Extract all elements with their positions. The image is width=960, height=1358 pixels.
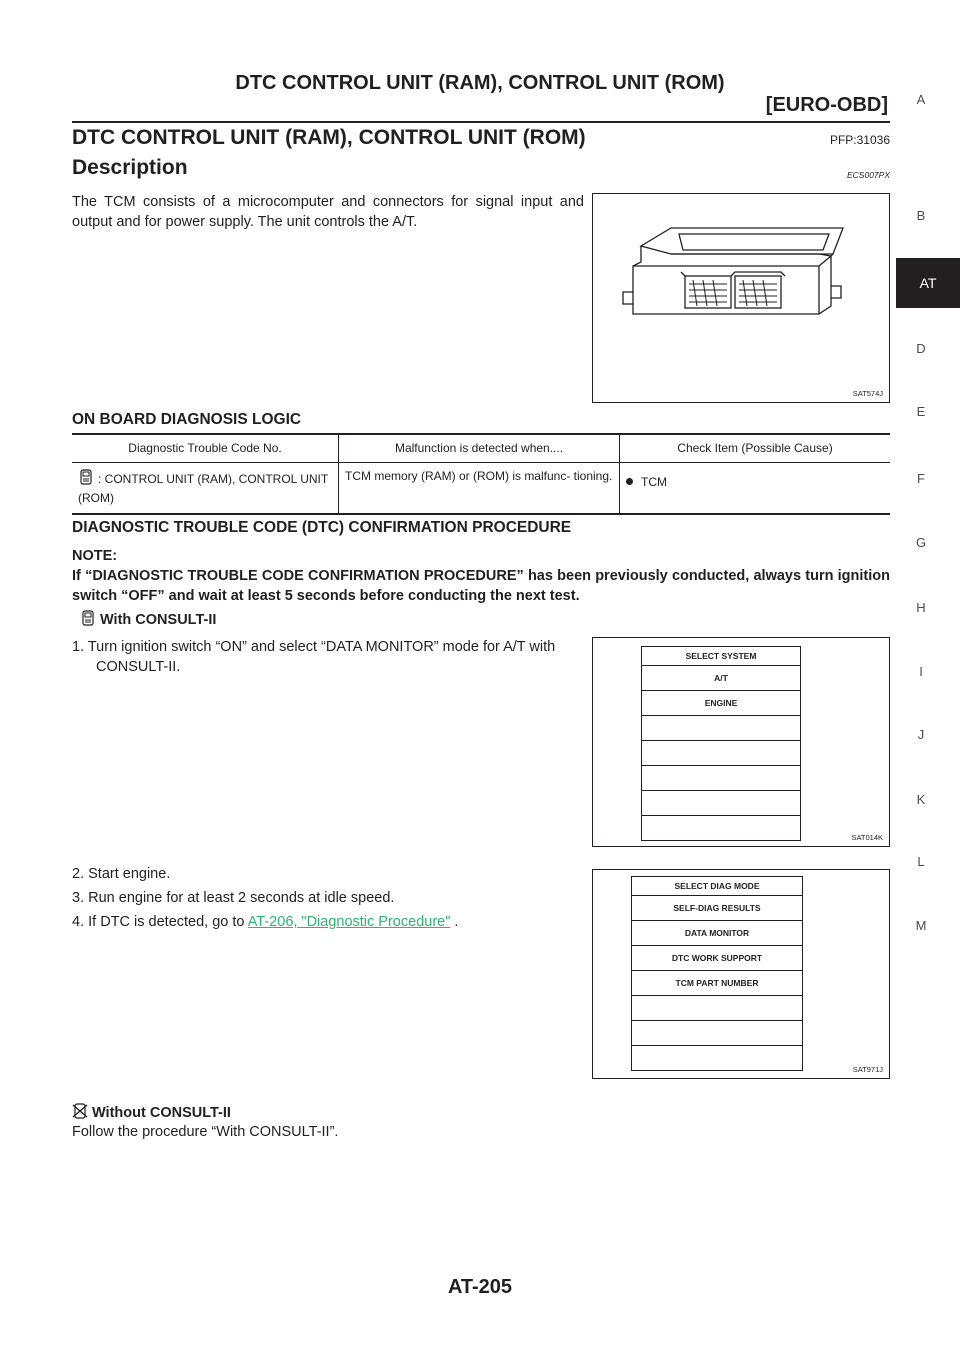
menu-item-empty — [632, 1046, 802, 1071]
col-header-check: Check Item (Possible Cause) — [620, 434, 891, 463]
malfunction-text: TCM memory (RAM) or (ROM) is malfunc- tioning. — [339, 463, 620, 515]
menu-title: SELECT DIAG MODE — [632, 877, 802, 896]
page-number: AT-205 — [447, 1276, 513, 1298]
side-index-at-active[interactable]: AT — [896, 258, 960, 308]
menu-item-dtc-work-support: DTC WORK SUPPORT — [632, 946, 802, 971]
menu-title: SELECT SYSTEM — [642, 647, 800, 666]
menu-item-tcm-part-number: TCM PART NUMBER — [632, 971, 802, 996]
col-header-dtc: Diagnostic Trouble Code No. — [72, 434, 339, 463]
side-index-m[interactable]: M — [915, 918, 927, 933]
menu-item-empty — [642, 741, 800, 766]
step-2: 2. Start engine. — [72, 866, 171, 882]
select-diag-menu — [631, 876, 803, 1071]
menu-item-engine: ENGINE — [642, 691, 800, 716]
consult-icon — [78, 469, 94, 490]
tcm-figure — [592, 193, 890, 403]
section-title: DTC CONTROL UNIT (RAM), CONTROL UNIT (ROM) — [72, 126, 586, 149]
menu-item-empty — [642, 766, 800, 791]
bullet-icon — [626, 478, 633, 485]
dtc-code-text: : CONTROL UNIT (RAM), CONTROL UNIT (ROM) — [78, 472, 329, 505]
select-diag-mode-figure — [592, 869, 890, 1079]
menu-item-empty — [642, 716, 800, 741]
step-1: 1. Turn ignition switch “ON” and select “DATA MONITOR” mode for A/T with CONSULT-II. — [72, 639, 556, 675]
header-rule — [72, 121, 890, 123]
col-header-malfunction: Malfunction is detected when.... — [339, 434, 620, 463]
table-row — [72, 463, 890, 515]
side-index-h[interactable]: H — [916, 600, 926, 615]
without-consult-instructions: Follow the procedure “With CONSULT-II”. — [72, 1124, 339, 1140]
side-index-g[interactable]: G — [915, 535, 927, 550]
menu-item-empty — [642, 816, 800, 841]
select-system-menu — [641, 646, 801, 841]
menu-item-empty — [632, 996, 802, 1021]
side-index-e[interactable]: E — [916, 404, 926, 419]
side-index-a[interactable]: A — [916, 92, 926, 107]
running-header-subtitle: [EURO-OBD] — [765, 94, 888, 116]
consult-icon — [80, 610, 96, 630]
menu-item-empty — [632, 1021, 802, 1046]
side-index-j[interactable]: J — [917, 727, 925, 742]
menu-item-self-diag: SELF-DIAG RESULTS — [632, 896, 802, 921]
confirmation-heading: DIAGNOSTIC TROUBLE CODE (DTC) CONFIRMATION PROCEDURE — [72, 519, 572, 536]
side-index-f[interactable]: F — [917, 471, 925, 486]
side-index-l[interactable]: L — [917, 854, 925, 869]
menu-item-data-monitor: DATA MONITOR — [632, 921, 802, 946]
dtc-table — [72, 433, 890, 515]
description-code: ECS007PX — [847, 170, 890, 180]
menu-item-empty — [642, 791, 800, 816]
no-consult-icon — [72, 1103, 88, 1123]
obd-logic-heading: ON BOARD DIAGNOSIS LOGIC — [72, 411, 302, 428]
description-heading: Description — [72, 156, 188, 179]
step-4 — [72, 912, 606, 932]
side-index-d[interactable]: D — [916, 341, 926, 356]
without-consult-text: Without CONSULT-II — [92, 1105, 231, 1121]
step-4-text: 4. If DTC is detected, go to — [72, 914, 248, 930]
with-consult-label — [80, 610, 216, 630]
note-text: If “DIAGNOSTIC TROUBLE CODE CONFIRMATION PROCEDURE” has been previously conducted, always turn ignition switch “OFF” and wait at least 5 seconds before conducting the next test. — [72, 568, 890, 604]
figure-code: SAT574J — [852, 389, 883, 398]
note-label: NOTE: — [72, 548, 118, 564]
diagnostic-procedure-link[interactable]: AT-206, "Diagnostic Procedure" — [247, 914, 451, 930]
side-index-i[interactable]: I — [919, 664, 923, 679]
with-consult-text: With CONSULT-II — [100, 612, 217, 628]
note-block — [72, 546, 890, 606]
description-text: The TCM consists of a microcomputer and connectors for signal input and output and for power supply. The unit controls the A/T. — [72, 194, 584, 230]
figure-code: SAT014K — [851, 833, 883, 842]
menu-item-at: A/T — [642, 666, 800, 691]
step-4-suffix: . — [450, 914, 459, 930]
without-consult-label — [72, 1103, 231, 1123]
running-header-title: DTC CONTROL UNIT (RAM), CONTROL UNIT (ROM) — [235, 72, 725, 94]
step-3: 3. Run engine for at least 2 seconds at idle speed. — [72, 890, 395, 906]
select-system-figure — [592, 637, 890, 847]
side-index-b[interactable]: B — [916, 208, 926, 223]
check-item-text: TCM — [641, 475, 667, 489]
pfp-code: PFP:31036 — [829, 133, 890, 147]
figure-code: SAT971J — [852, 1065, 883, 1074]
side-index-k[interactable]: K — [916, 792, 926, 807]
tcm-unit-illustration — [593, 194, 889, 402]
